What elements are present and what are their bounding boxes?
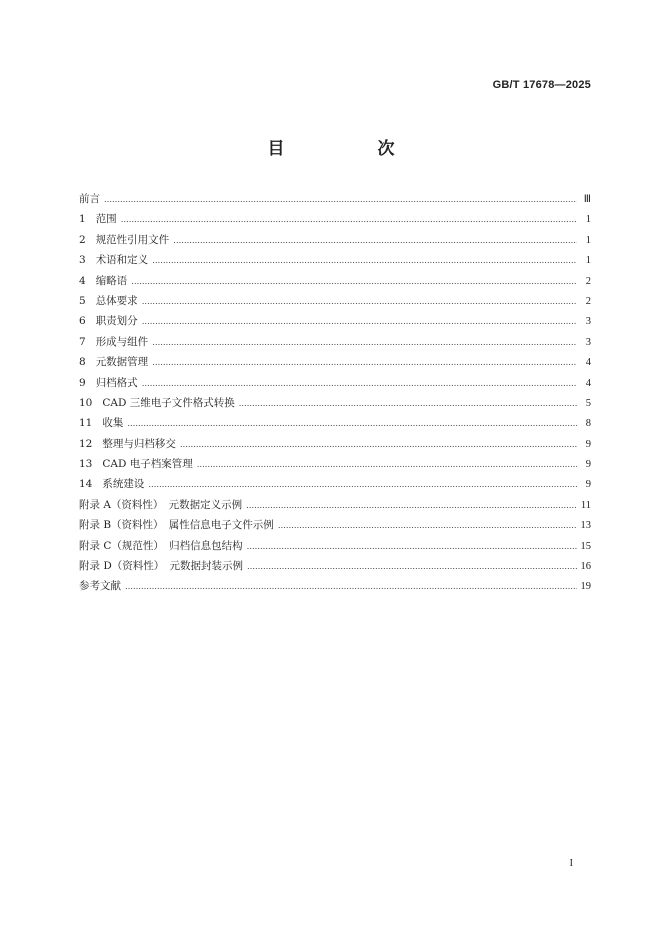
toc-entry[interactable]	[79, 536, 591, 556]
toc-entry[interactable]	[79, 393, 591, 413]
toc-entry[interactable]	[79, 209, 591, 229]
toc-entry-title: 术语和定义	[95, 254, 149, 267]
toc-entry-title: 系统建设	[102, 478, 145, 491]
toc-leader-dots	[152, 250, 577, 270]
toc-entry[interactable]	[79, 230, 591, 250]
toc-entry-title: 规范性引用文件	[95, 233, 170, 246]
toc-entry-page: 9	[585, 479, 591, 491]
toc-leader-dots	[247, 536, 577, 556]
toc-entry[interactable]	[79, 352, 591, 372]
toc-leader-dots	[152, 332, 577, 352]
toc-entry-number: 13	[79, 458, 93, 471]
toc-entry-page: 1	[585, 255, 591, 267]
toc-entry-title: CAD 三维电子文件格式转换	[102, 396, 235, 409]
toc-leader-dots	[104, 189, 577, 209]
toc-leader-dots	[180, 434, 577, 454]
toc-leader-dots	[148, 474, 577, 494]
toc-entry-title: 附录 B（资料性） 属性信息电子文件示例	[79, 519, 274, 532]
toc-entry-page: 3	[585, 316, 591, 328]
toc-entry-title: 元数据管理	[95, 356, 149, 369]
toc-entry-page: 5	[585, 397, 591, 409]
toc-leader-dots	[127, 413, 577, 433]
toc-entry-page: 8	[585, 418, 591, 430]
toc-entry-number: 12	[79, 437, 93, 450]
toc-entry-title: CAD 电子档案管理	[102, 458, 193, 471]
toc-leader-dots	[246, 495, 577, 515]
toc-entry[interactable]	[79, 332, 591, 352]
toc-entry-number: 14	[79, 478, 93, 491]
toc-leader-dots	[142, 291, 577, 311]
toc-leader-dots	[142, 373, 577, 393]
page-number: I	[569, 858, 573, 869]
toc-entry-title: 缩略语	[95, 274, 128, 287]
toc-entry-number: 10	[79, 396, 93, 409]
toc-entry-title: 整理与归档移交	[102, 437, 176, 450]
toc-entry-number: 1	[79, 213, 86, 226]
toc-entry[interactable]	[79, 413, 591, 433]
toc-leader-dots	[125, 576, 577, 596]
toc-entry-title: 前言	[79, 193, 100, 205]
toc-entry-number: 9	[79, 376, 86, 389]
toc-entry-page: 13	[580, 520, 591, 532]
toc-entry[interactable]	[79, 556, 591, 576]
toc-entry[interactable]	[79, 454, 591, 474]
toc-entry-number: 4	[79, 274, 86, 287]
toc-leader-dots	[173, 230, 577, 250]
toc-entry-page: Ⅲ	[583, 194, 591, 205]
toc-entry-number: 11	[79, 417, 93, 430]
toc-entry[interactable]	[79, 474, 591, 494]
toc-entry-title: 形成与组件	[95, 335, 149, 348]
toc-entry-page: 16	[580, 561, 591, 573]
toc-leader-dots	[121, 209, 577, 229]
toc-entry-page: 1	[585, 214, 591, 226]
toc-entry-number: 7	[79, 335, 86, 348]
toc-entry[interactable]	[79, 189, 591, 209]
toc-entry-page: 1	[585, 234, 591, 246]
toc-entry-page: 19	[580, 581, 591, 593]
toc-entry-page: 15	[580, 540, 591, 552]
toc-entry[interactable]	[79, 515, 591, 535]
toc-leader-dots	[131, 271, 577, 291]
toc-entry-page: 4	[585, 377, 591, 389]
table-of-contents	[79, 189, 591, 597]
toc-entry-number: 8	[79, 356, 86, 369]
toc-entry-page: 3	[585, 336, 591, 348]
toc-entry-title: 归档格式	[95, 376, 138, 389]
toc-entry-title: 附录 C（规范性） 归档信息包结构	[79, 539, 243, 552]
toc-leader-dots	[247, 556, 576, 576]
toc-entry[interactable]	[79, 373, 591, 393]
toc-leader-dots	[239, 393, 577, 413]
toc-entry-title: 附录 A（资料性） 元数据定义示例	[79, 498, 243, 511]
toc-leader-dots	[142, 311, 577, 331]
toc-entry-title: 职责划分	[95, 315, 138, 328]
toc-entry[interactable]	[79, 291, 591, 311]
toc-entry-title: 范围	[95, 213, 117, 226]
toc-entry[interactable]	[79, 271, 591, 291]
toc-entry-page: 11	[580, 499, 591, 511]
toc-entry-page: 9	[585, 459, 591, 471]
page-title: 目 次	[267, 139, 433, 159]
toc-entry-number: 6	[79, 315, 86, 328]
toc-entry-number: 5	[79, 294, 86, 307]
toc-leader-dots	[152, 352, 577, 372]
toc-entry-title: 收集	[102, 417, 124, 430]
toc-entry-page: 2	[585, 295, 591, 307]
toc-entry-title: 总体要求	[95, 294, 138, 307]
toc-entry[interactable]	[79, 434, 591, 454]
toc-entry-title: 参考文献	[79, 580, 121, 593]
toc-leader-dots	[197, 454, 577, 474]
toc-entry[interactable]	[79, 311, 591, 331]
toc-entry-page: 2	[585, 275, 591, 287]
toc-entry-number: 3	[79, 254, 86, 267]
standard-code: GB/T 17678—2025	[492, 79, 591, 91]
toc-entry-page: 4	[585, 357, 591, 369]
toc-entry-title: 附录 D（资料性） 元数据封装示例	[79, 560, 244, 573]
toc-entry[interactable]	[79, 576, 591, 596]
toc-entry-number: 2	[79, 233, 86, 246]
toc-entry-page: 9	[585, 438, 591, 450]
toc-entry[interactable]	[79, 250, 591, 270]
toc-entry[interactable]	[79, 495, 591, 515]
toc-leader-dots	[278, 515, 577, 535]
